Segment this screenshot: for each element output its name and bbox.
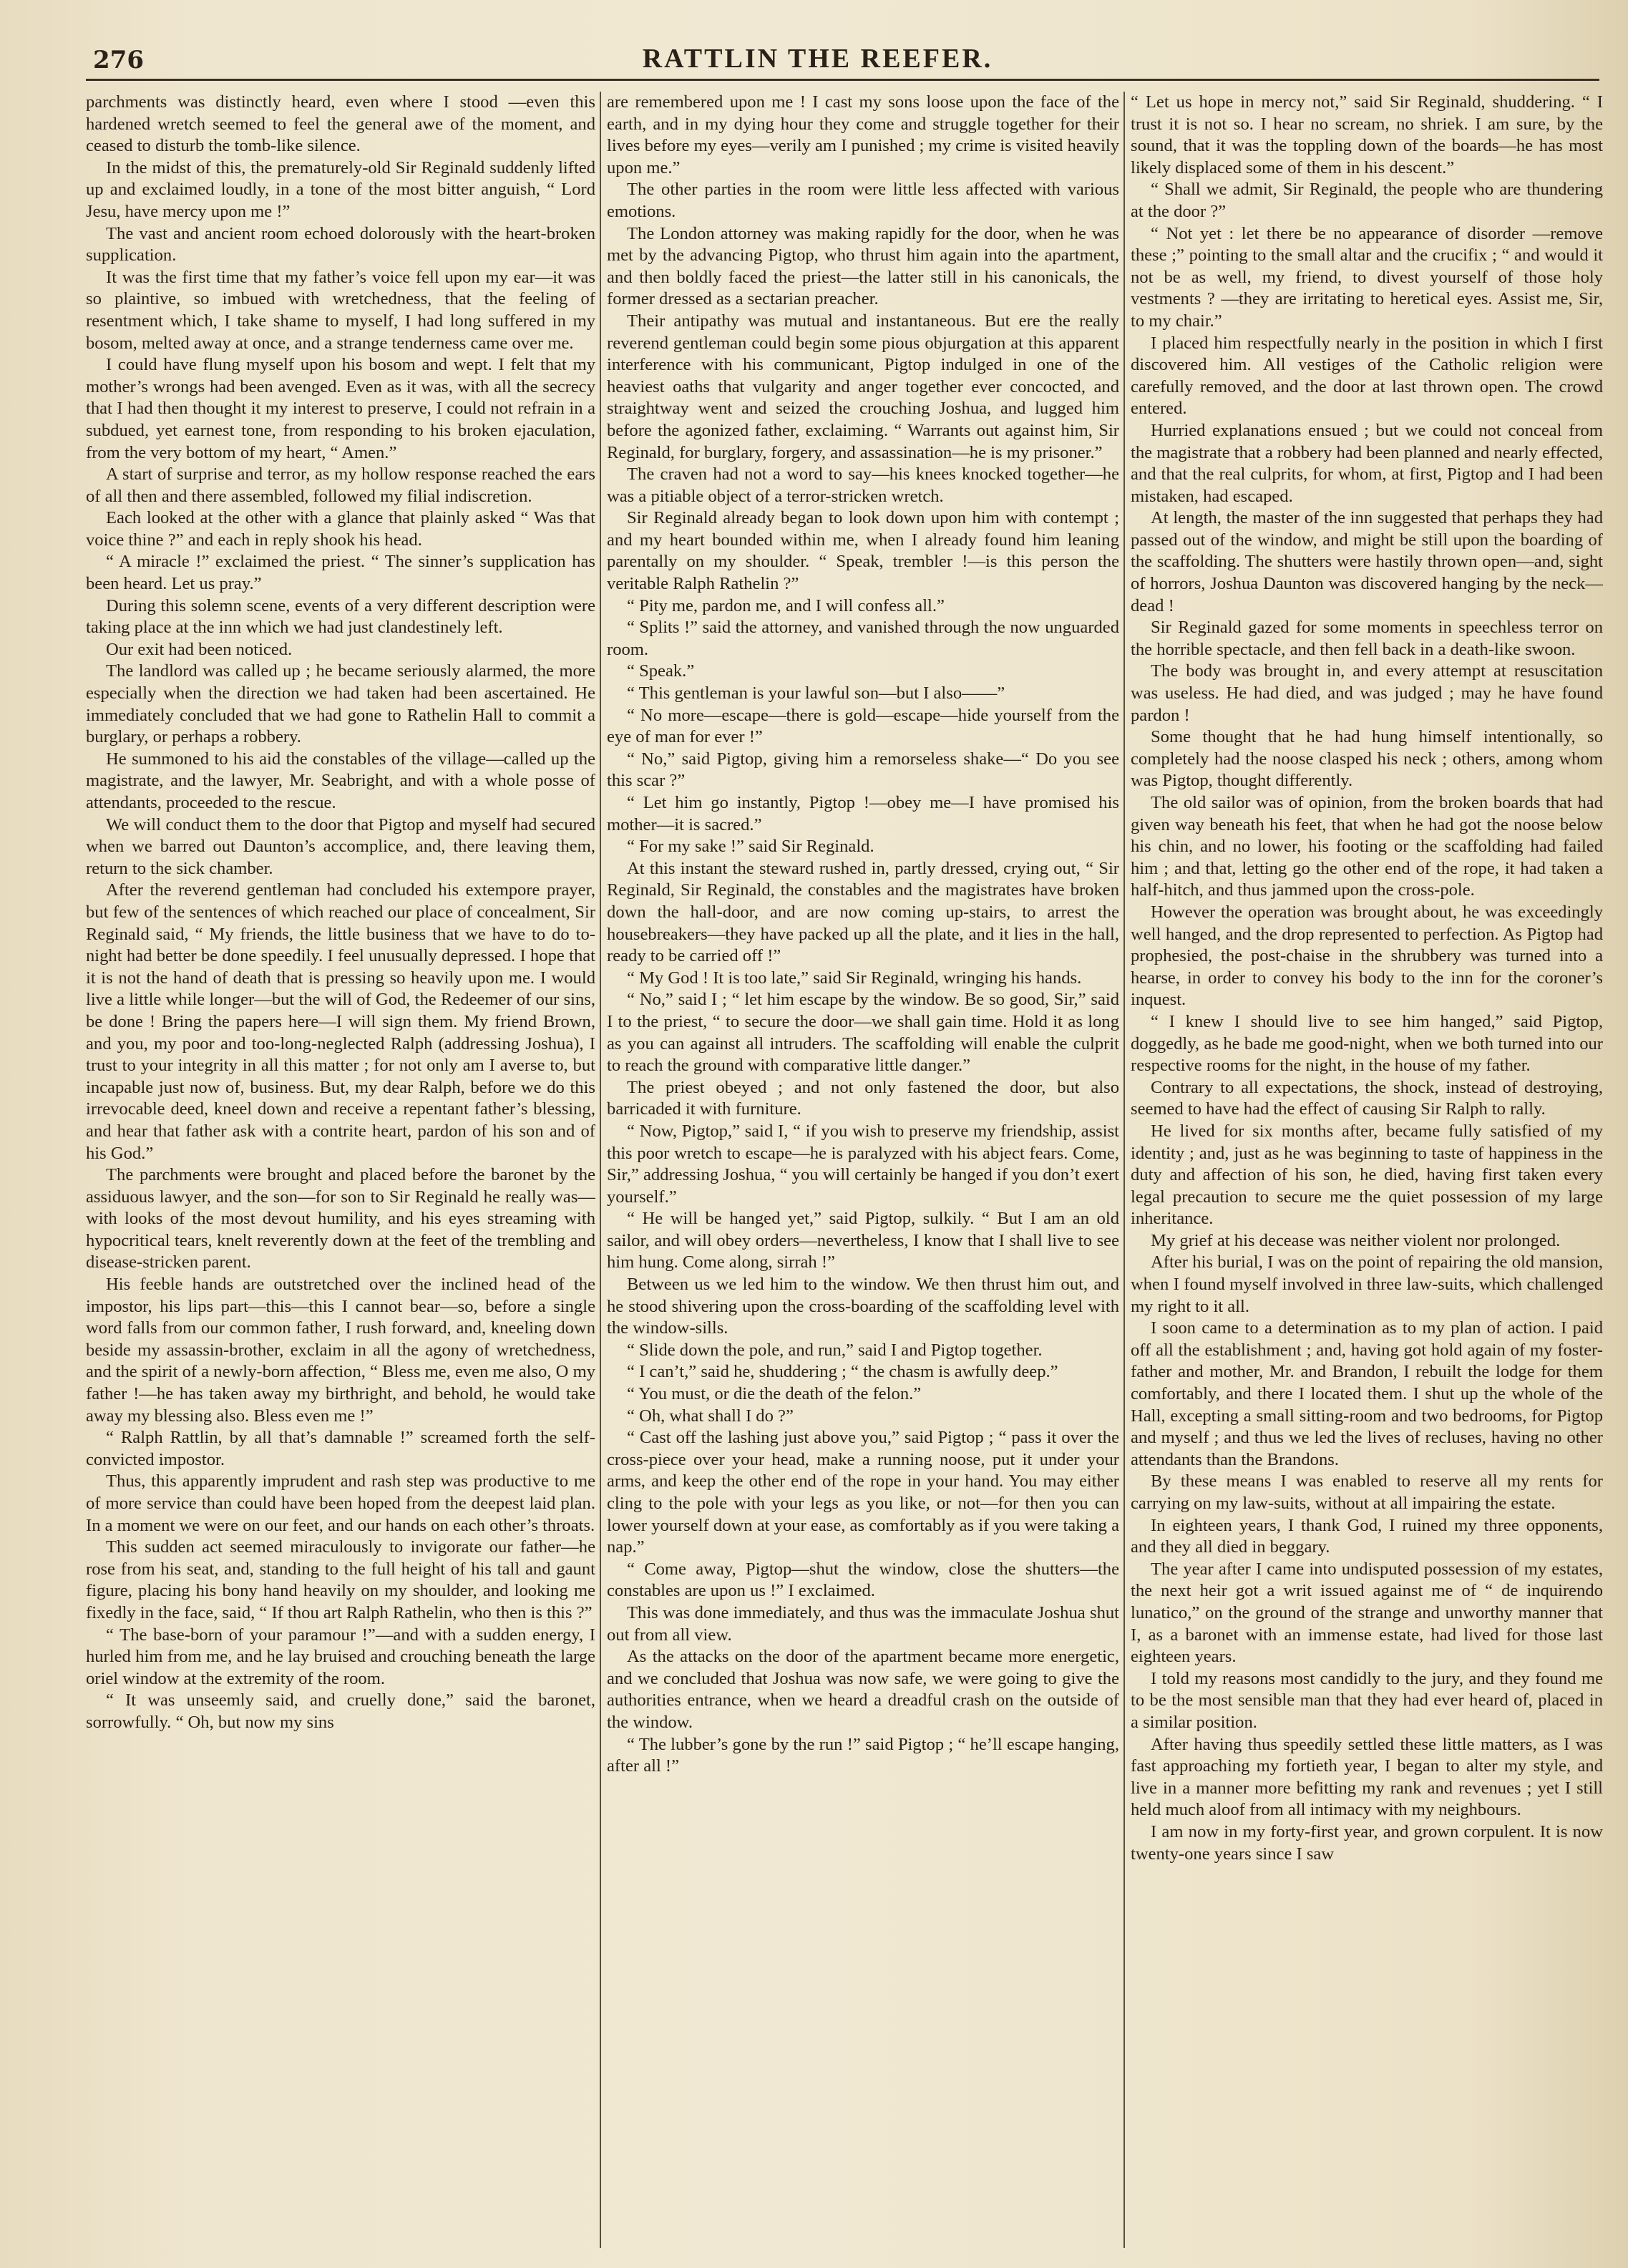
paragraph: “ Shall we admit, Sir Reginald, the people who are thundering at the door ?” — [1131, 180, 1603, 221]
paragraph: After his burial, I was on the point of repairing the old mansion, when I found myself involved in three law-suits, which challenged my right to it all. — [1131, 1252, 1603, 1316]
paragraph: “ Splits !” said the attorney, and vanished through the now unguarded room. — [607, 618, 1119, 659]
paragraph: I am now in my forty-first year, and grown corpulent. It is now twenty-one years since I saw — [1131, 1821, 1603, 1864]
paragraph: I could have flung myself upon his bosom and wept. I felt that my mother’s wrongs had been avenged. Even as it was, with all the secrecy that I had then thought it my interest to preserve, I could not refrain in a subdued, yet earnest tone, from responding to his broken ejaculation, from the very bottom of my heart, “ Amen.” — [86, 355, 595, 462]
paragraph: “ My God ! It is too late,” said Sir Reginald, wringing his hands. — [627, 968, 1082, 988]
paragraph: “ I knew I should live to see him hanged,” said Pigtop, doggedly, as he bade me good-night, when we both turned into our respective rooms for the night, in the house of my father. — [1131, 1011, 1603, 1076]
header-rule — [86, 79, 1599, 81]
paragraph: Each looked at the other with a glance that plainly asked “ Was that voice thine ?” and each in reply shook his head. — [86, 508, 595, 550]
paragraph: Between us we led him to the window. We then thrust him out, and he stood shivering upon the cross-boarding of the scaffolding level with the window-sills. — [607, 1275, 1119, 1338]
paragraph: In the midst of this, the prematurely-old Sir Reginald suddenly lifted up and exclaimed loudly, in a tone of the most bitter anguish, “ Lord Jesu, have mercy upon me !” — [86, 157, 595, 221]
paragraph: “ A miracle !” exclaimed the priest. “ The sinner’s supplication has been heard. Let us pray.” — [86, 552, 595, 594]
paragraph: “ You must, or die the death of the felon.” — [627, 1384, 922, 1404]
text-column-2 — [607, 92, 1119, 2248]
paragraph: The London attorney was making rapidly for the door, when he was met by the advancing Pigtop, who thrust him again into the apartment, and then boldly faced the priest—the latter still in his canonicals, the former dressed as a sectarian preacher. — [607, 223, 1119, 309]
paragraph: The craven had not a word to say—his knees knocked together—he was a pitiable object of a terror-stricken wretch. — [607, 464, 1119, 506]
paragraph: “ For my sake !” said Sir Reginald. — [627, 837, 874, 857]
paragraph: He summoned to his aid the constables of the village—called up the magistrate, and the lawyer, Mr. Seabright, and with a whole posse of attendants, proceeded to the rescue. — [86, 749, 595, 812]
paragraph: The parchments were brought and placed before the baronet by the assiduous lawyer, and the son—for son to Sir Reginald he really was—with looks of the most devout humility, and his eyes streaming with hypocritical tears, knelt reverently down at the feet of the trembling and disease-stricken parent. — [86, 1165, 595, 1272]
running-title: RATTLIN THE REEFER. — [642, 44, 993, 74]
paragraph: I soon came to a determination as to my plan of action. I paid off all the establishment ; and, having got hold again of my foster-father and mother, Mr. and Brandon, I rebuilt the lodge for them comfortably, and there I located them. I shut up the whole of the Hall, excepting a small sitting-room and two bedrooms, for Pigtop and myself ; and thus we led the lives of recluses, having no other attendants than the Brandons. — [1131, 1318, 1603, 1469]
paragraph: He lived for six months after, became fully satisfied of my identity ; and, just as he was beginning to taste of happiness in the duty and affection of his son, he died, having first taken every legal precaution to secure me the quiet possession of my large inheritance. — [1131, 1121, 1603, 1229]
paragraph: My grief at his decease was neither violent nor prolonged. — [1151, 1230, 1561, 1250]
column-divider — [1123, 92, 1125, 2248]
paragraph: I placed him respectfully nearly in the position in which I first discovered him. All vestiges of the Catholic religion were carefully removed, and the door at last thrown open. The crowd entered. — [1131, 333, 1603, 419]
paragraph: “ Ralph Rattlin, by all that’s damnable !” screamed forth the self-convicted impostor. — [86, 1428, 595, 1469]
paragraph: are remembered upon me ! I cast my sons loose upon the face of the earth, and in my dying hour they come and struggle together for their lives before my eyes—verily am I punished ; my crime is visited heavily upon me.” — [607, 92, 1119, 177]
paragraph: “ I can’t,” said he, shuddering ; “ the chasm is awfully deep.” — [627, 1362, 1058, 1382]
paragraph: After the reverend gentleman had concluded his extempore prayer, but few of the sentences of which reached our place of concealment, Sir Reginald said, “ My friends, the little business that we have to do to-night had better be done speedily. I feel unusually depressed. I hope that it is not the hand of death that is pressing so heavily upon me. I would live a little while longer—but the will of God, the Redeemer of our sins, be done ! Bring the papers here—I will sign them. My friend Brown, and you, my poor and too-long-neglected Ralph (addressing Joshua), I trust to your integrity in all this matter ; for not only am I averse to, but incapable just now of, business. But, my dear Ralph, before we do this irrevocable deed, kneel down and receive a repentant father’s blessing, and hear that father ask with a contrite heart, pardon of his son and of his God.” — [86, 880, 595, 1163]
paragraph: The year after I came into undisputed possession of my estates, the next heir got a writ issued against me of “ de inquirendo lunatico,” on the ground of the strange and unworthy manner that I, as a baronet with an immense estate, had lived for those last eighteen years. — [1131, 1559, 1603, 1667]
paragraph: “ No,” said Pigtop, giving him a remorseless shake—“ Do you see this scar ?” — [607, 749, 1119, 791]
paragraph: By these means I was enabled to reserve all my rents for carrying on my law-suits, without at all impairing the estate. — [1131, 1471, 1603, 1513]
paragraph: After having thus speedily settled these little matters, as I was fast approaching my fortieth year, I began to alter my style, and live in a manner more befitting my rank and revenues ; yet I still held much aloof from all intimacy with my neighbours. — [1131, 1734, 1603, 1820]
paragraph: “ Come away, Pigtop—shut the window, close the shutters—the constables are upon us !” I exclaimed. — [607, 1559, 1119, 1601]
paragraph: The body was brought in, and every attempt at resuscitation was useless. He had died, and was judged ; may he have found pardon ! — [1131, 661, 1603, 725]
paragraph: “ Let him go instantly, Pigtop !—obey me—I have promised his mother—it is sacred.” — [607, 793, 1119, 834]
paragraph: Thus, this apparently imprudent and rash step was productive to me of more service than could have been hoped from the deepest laid plan. In a moment we were on our feet, and our hands on each other’s throats. — [86, 1471, 595, 1535]
paragraph: The vast and ancient room echoed dolorously with the heart-broken supplication. — [86, 223, 595, 266]
paragraph: “ Slide down the pole, and run,” said I and Pigtop together. — [627, 1340, 1043, 1360]
paragraph: Our exit had been noticed. — [106, 639, 293, 659]
paragraph: At this instant the steward rushed in, partly dressed, crying out, “ Sir Reginald, Sir Reginald, the constables and the magistrates have broken down the hall-door, and are now coming up-stairs, to arrest the housebreakers—they have packed up all the plate, and it lies in the hall, ready to be carried off !” — [607, 858, 1119, 966]
text-column-3 — [1131, 92, 1603, 2248]
paragraph: “ He will be hanged yet,” said Pigtop, sulkily. “ But I am an old sailor, and will obey orders—nevertheless, I know that I shall live to see him hung. Come along, sirrah !” — [607, 1209, 1119, 1272]
paragraph: His feeble hands are outstretched over the inclined head of the impostor, his lips part—this—this I cannot bear—so, before a single word falls from our common father, I rush forward, and, kneeling down beside my assassin-brother, exclaim in all the agony of wretchedness, and the spirit of a newly-born affection, “ Bless me, even me also, O my father !—he has taken away my birthright, and behold, he would take away my blessing also. Bless even me !” — [86, 1275, 595, 1426]
paragraph: “ Cast off the lashing just above you,” said Pigtop ; “ pass it over the cross-piece over your head, make a running noose, put it under your arms, and keep the other end of the rope in your hand. You may either cling to the pole with your legs as you like, or not—for then you can lower yourself down at your ease, as comfortably as if you were taking a nap.” — [607, 1428, 1119, 1557]
paragraph: Sir Reginald already began to look down upon him with contempt ; and my heart bounded within me, when I already found him leaning parentally on my shoulder. “ Speak, trembler !—is this person the veritable Ralph Rathelin ?” — [607, 508, 1119, 594]
paragraph: During this solemn scene, events of a very different description were taking place at the inn which we had just clandestinely left. — [86, 595, 595, 638]
paragraph: This sudden act seemed miraculously to invigorate our father—he rose from his seat, and, standing to the full height of his tall and gaunt figure, placing his bony hand heavily on my shoulder, and looking me fixedly in the face, said, “ If thou art Ralph Rathelin, who then is this ?” — [86, 1537, 595, 1622]
paragraph: Hurried explanations ensued ; but we could not conceal from the magistrate that a robbery had been planned and nearly effected, and that the real culprits, for whom, at first, Pigtop and I had been mistaken, had escaped. — [1131, 420, 1603, 506]
paragraph: “ The base-born of your paramour !”—and with a sudden energy, I hurled him from me, and he lay bruised and crouching beneath the large oriel window at the extremity of the room. — [86, 1625, 595, 1688]
paragraph: It was the first time that my father’s voice fell upon my ear—it was so plaintive, so imbued with wretchedness, that the feeling of resentment which, I take shame to myself, I had long suffered in my bosom, melted away at once, and a strange tenderness came over me. — [86, 267, 595, 353]
paragraph: In eighteen years, I thank God, I ruined my three opponents, and they all died in beggary. — [1131, 1515, 1603, 1557]
paragraph: I told my reasons most candidly to the jury, and they found me to be the most sensible man that they had ever heard of, placed in a similar position. — [1131, 1668, 1603, 1732]
paragraph: “ This gentleman is your lawful son—but I also——” — [627, 683, 1005, 704]
paragraph: The landlord was called up ; he became seriously alarmed, the more especially when the direction we had taken had been ascertained. He immediately concluded that we had gone to Rathelin Hall to commit a burglary, or perhaps a robbery. — [86, 661, 595, 747]
paragraph: We will conduct them to the door that Pigtop and myself had secured when we barred out Daunton’s accomplice, and, there leaving them, return to the sick chamber. — [86, 814, 595, 878]
paragraph: “ Now, Pigtop,” said I, “ if you wish to preserve my friendship, assist this poor wretch to escape—he is paralyzed with his abject fears. Come, Sir,” addressing Joshua, “ you will certainly be hanged if you don’t exert yourself.” — [607, 1121, 1119, 1207]
paragraph: “ No more—escape—there is gold—escape—hide yourself from the eye of man for ever !” — [607, 705, 1119, 747]
page-number: 276 — [93, 46, 144, 74]
paragraph: The other parties in the room were little less affected with various emotions. — [607, 180, 1119, 221]
column-divider — [600, 92, 601, 2248]
page-header — [93, 37, 1599, 74]
paragraph: “ Speak.” — [627, 661, 695, 681]
paragraph: Some thought that he had hung himself intentionally, so completely had the noose clasped his neck ; others, among whom was Pigtop, thought differently. — [1131, 727, 1603, 791]
paragraph: “ Oh, what shall I do ?” — [627, 1406, 794, 1426]
paragraph: “ The lubber’s gone by the run !” said Pigtop ; “ he’ll escape hanging, after all !” — [607, 1734, 1119, 1776]
paragraph: The old sailor was of opinion, from the broken boards that had given way beneath his feet, that when he had got the noose below his chin, and no lower, his footing or the scaffolding had failed him ; and that, letting go the other end of the rope, it had taken a half-hitch, and thus jammed upon the cross-pole. — [1131, 793, 1603, 900]
text-column-1 — [86, 92, 595, 2248]
paragraph: At length, the master of the inn suggested that perhaps they had passed out of the window, and might be still upon the boarding of the scaffolding. The shutters were hastily thrown open—and, sight of horrors, Joshua Daunton was discovered hanging by the neck—dead ! — [1131, 508, 1603, 615]
paragraph: Sir Reginald gazed for some moments in speechless terror on the horrible spectacle, and then fell back in a death-like swoon. — [1131, 618, 1603, 659]
paragraph: Their antipathy was mutual and instantaneous. But ere the really reverend gentleman could begin some pious objurgation at this apparent interference with his communicant, Pigtop indulged in one of the heaviest oaths that vulgarity and anger together ever concocted, and straightway went and seized the crouching Joshua, and lugged him before the agonized father, exclaiming. “ Warrants out against him, Sir Reginald, for burglary, forgery, and assassination—he is my prisoner.” — [607, 311, 1119, 462]
paragraph: “ Let us hope in mercy not,” said Sir Reginald, shuddering. “ I trust it is not so. I hear no scream, no shriek. I am sure, by the sound, that it was the toppling down of the boards—he has most likely displaced some of them in his descent.” — [1131, 92, 1603, 177]
paragraph: “ It was unseemly said, and cruelly done,” said the baronet, sorrowfully. “ Oh, but now my sins — [86, 1690, 595, 1732]
paragraph: The priest obeyed ; and not only fastened the door, but also barricaded it with furniture. — [607, 1077, 1119, 1119]
paragraph: Contrary to all expectations, the shock, instead of destroying, seemed to have had the effect of causing Sir Ralph to rally. — [1131, 1077, 1603, 1119]
paragraph: However the operation was brought about, he was exceedingly well hanged, and the drop represented to perfection. As Pigtop had prophesied, the post-chaise in the shrubbery was turned into a hearse, in order to convey his body to the inn for the coroner’s inquest. — [1131, 902, 1603, 1010]
paragraph: As the attacks on the door of the apartment became more energetic, and we concluded that Joshua was now safe, we were going to give the authorities entrance, when we heard a dreadful crash on the outside of the window. — [607, 1647, 1119, 1732]
paragraph: “ No,” said I ; “ let him escape by the window. Be so good, Sir,” said I to the priest, “ to secure the door—we shall gain time. Hold it as long as you can against all intruders. The scaffolding will enable the culprit to reach the ground with comparative little danger.” — [607, 990, 1119, 1076]
paragraph: “ Pity me, pardon me, and I will confess all.” — [627, 595, 945, 615]
paragraph: parchments was distinctly heard, even where I stood —even this hardened wretch seemed to feel the general awe of the moment, and ceased to disturb the tomb-like silence. — [86, 92, 595, 156]
paragraph: “ Not yet : let there be no appearance of disorder —remove these ;” pointing to the small altar and the crucifix ; “ and would it not be as well, my friend, to divest yourself of those holy vestments ? —they are irritating to heretical eyes. Assist me, Sir, to my chair.” — [1131, 223, 1603, 331]
paragraph: A start of surprise and terror, as my hollow response reached the ears of all then and there assembled, followed my filial indiscretion. — [86, 464, 595, 506]
paragraph: This was done immediately, and thus was the immaculate Joshua shut out from all view. — [607, 1602, 1119, 1645]
